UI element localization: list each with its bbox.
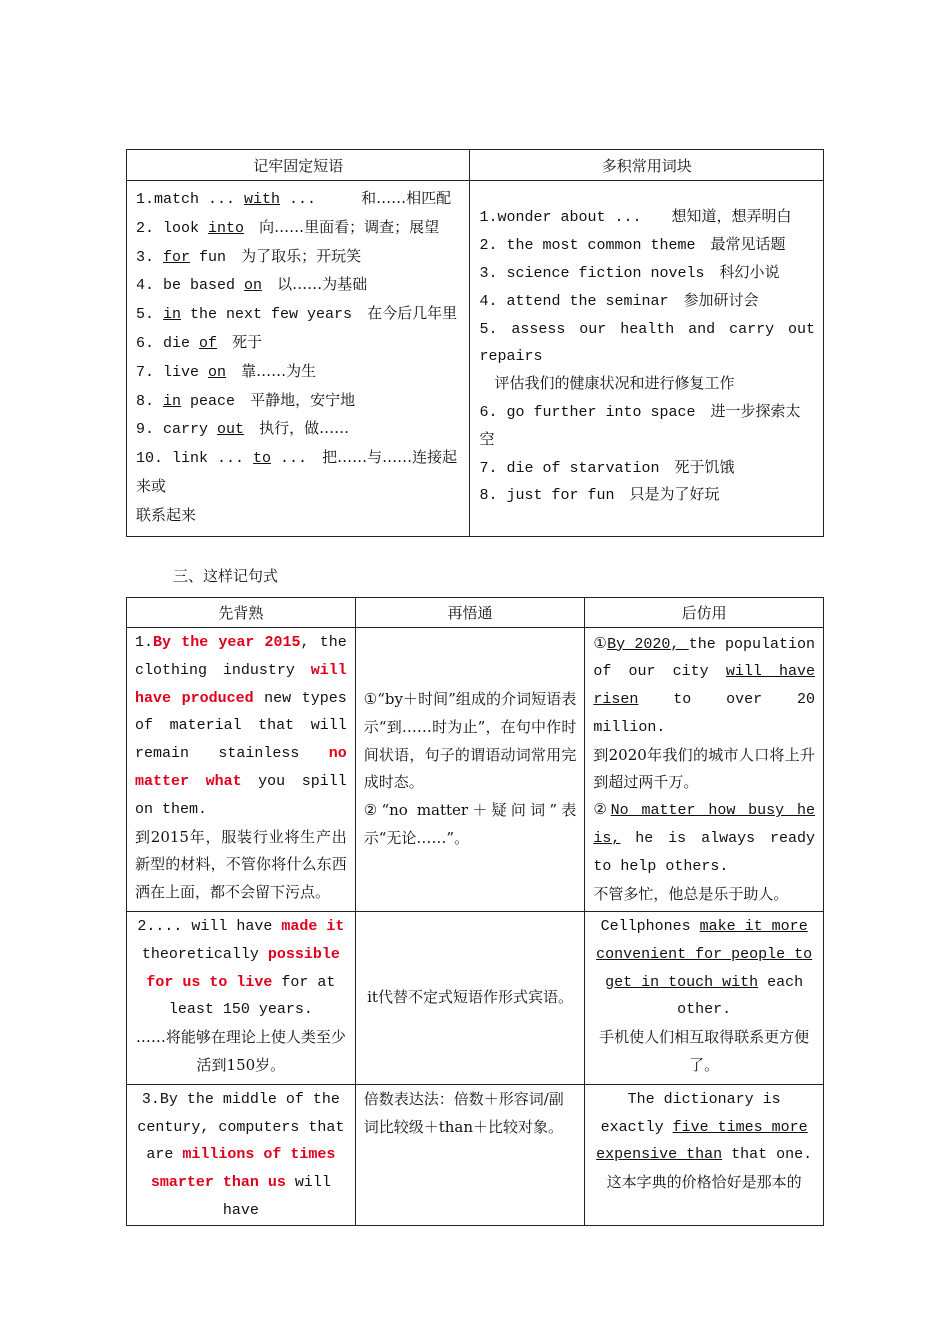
- text: for at least 150 years.: [168, 973, 336, 1019]
- phrase-meaning: 把……与……连接起来或: [136, 448, 458, 495]
- phrase-meaning: 为了取乐；开玩笑: [241, 246, 362, 265]
- answer-blank: with: [244, 191, 281, 208]
- translation: 手机使人们相互取得联系更方便了。: [599, 1028, 810, 1074]
- key-phrase: made it: [281, 917, 345, 935]
- translation: 到2015年，服装行业将生产出新型的材料，不管你将什么东西洒在上面，都不会留下污点。: [135, 827, 347, 902]
- text: you spill on them.: [135, 772, 347, 818]
- phrase-text: link ...: [172, 450, 254, 468]
- example-sentence-3: [127, 1084, 356, 1225]
- text: Cellphones: [600, 917, 700, 935]
- fixed-phrase-tail: 联系起来: [136, 505, 197, 524]
- answer-blank: out: [217, 421, 245, 439]
- phrase-text: peace: [181, 392, 236, 410]
- phrase-text: 8.: [136, 392, 164, 410]
- text: 2.... will have: [137, 917, 282, 935]
- explanation-1: [355, 628, 585, 912]
- underlined-phrase: will have risen: [593, 663, 815, 709]
- text: The dictionary is exactly: [600, 1090, 781, 1136]
- sentence-patterns-table: [126, 597, 824, 1226]
- phrase-text: ...: [271, 450, 308, 468]
- underlined-phrase: make it more convenient for people to get in touch with: [596, 917, 813, 991]
- phrase-text: be based: [163, 277, 245, 295]
- phrase-meaning: 靠……为生: [241, 361, 317, 380]
- answer-blank: into: [208, 219, 245, 237]
- phrase-text: 4.: [136, 277, 164, 295]
- fixed-phrase-item: [136, 243, 461, 272]
- text: each other.: [677, 973, 804, 1019]
- fixed-phrases-table: [126, 149, 824, 537]
- word-chunk-item: 8. just for fun 只是为了好玩: [479, 487, 720, 505]
- translation: ……将能够在理论上使人类至少活到150岁。: [135, 1028, 346, 1074]
- phrase-text: [226, 364, 241, 381]
- answer-blank: in: [163, 392, 182, 410]
- phrase-text: 7.: [136, 363, 164, 381]
- phrase-meaning: 在今后几年里: [367, 304, 458, 323]
- key-phrase: will have produced: [135, 661, 347, 707]
- fixed-phrase-item: [136, 300, 461, 329]
- phrase-text: [235, 393, 250, 410]
- phrase-text: 6.: [136, 334, 164, 352]
- circle-number: ①: [593, 635, 608, 653]
- answer-blank: on: [244, 277, 263, 295]
- chunks-cell: [470, 181, 824, 537]
- phrase-text: [226, 249, 241, 266]
- phrase-text: [316, 191, 361, 208]
- phrase-meaning: 以……为基础: [277, 275, 368, 294]
- phrase-text: 2.: [136, 219, 164, 237]
- answer-blank: in: [163, 306, 182, 324]
- word-chunk-item: 4. attend the seminar 参加研讨会: [479, 292, 759, 310]
- key-phrase: millions of times smarter than us: [150, 1146, 336, 1192]
- text: 1.: [135, 634, 154, 651]
- table-row: [127, 628, 824, 912]
- fixed-phrase-item: [136, 271, 461, 300]
- word-chunk-item: 1.wonder about ... 想知道，想弄明白: [479, 209, 792, 227]
- answer-blank: for: [163, 248, 191, 266]
- phrase-header-right: 多积常用词块: [470, 150, 824, 181]
- underlined-phrase: No matter how busy he is: [593, 802, 816, 848]
- translation: 这本字典的价格恰好是那本的: [606, 1173, 802, 1192]
- phrase-header-left: 记牢固定短语: [127, 150, 470, 181]
- phrase-text: [307, 450, 322, 467]
- phrase-text: 1.: [136, 191, 155, 208]
- section-heading: 三、这样记句式: [173, 567, 279, 585]
- imitation-1: [585, 628, 824, 912]
- phrase-meaning: 死于: [232, 332, 263, 351]
- phrase-meaning: 平静地，安宁地: [250, 390, 356, 409]
- phrase-text: look: [163, 219, 209, 237]
- text: to over 20 million.: [593, 691, 815, 736]
- phrase-text: 3.: [136, 248, 164, 266]
- answer-blank: of: [199, 334, 218, 352]
- phrase-meaning: 向……里面看；调查；展望: [259, 217, 440, 236]
- word-chunk-item: 评估我们的健康状况和进行修复工作: [479, 376, 735, 394]
- explanation-3: 倍数表达法：倍数＋形容词/副词比较级＋than＋比较对象。: [355, 1084, 585, 1225]
- phrase-text: [352, 306, 367, 323]
- fixed-phrase-item: [136, 358, 461, 387]
- example-sentence-1: [127, 628, 356, 912]
- header-imitate: 后仿用: [585, 598, 824, 628]
- table-row: [127, 1084, 824, 1225]
- phrase-text: 9.: [136, 421, 164, 439]
- translation: 到2020年我们的城市人口将上升到超过两千万。: [593, 745, 815, 792]
- header-understand: 再悟通: [355, 598, 585, 628]
- word-chunk-item: 7. die of starvation 死于饥饿: [479, 459, 735, 477]
- answer-blank: to: [253, 450, 272, 468]
- imitation-2: [585, 911, 824, 1084]
- chunk-list: [479, 204, 815, 510]
- text: he is always ready to help others.: [593, 830, 815, 875]
- phrase-text: the next few years: [181, 306, 353, 324]
- phrase-text: die: [163, 334, 200, 352]
- phrase-text: fun: [190, 248, 227, 266]
- phrase-text: live: [163, 363, 209, 381]
- phrase-text: [244, 421, 259, 438]
- key-phrase: possible for us to live: [146, 945, 340, 991]
- text: that one.: [722, 1146, 813, 1164]
- header-memorize: 先背熟: [127, 598, 356, 628]
- phrase-text: carry: [163, 421, 218, 439]
- phrase-meaning: 和……相匹配: [361, 189, 452, 207]
- fixed-phrase-item: [136, 387, 461, 416]
- word-chunk-item: 5. assess our health and carry out repairs: [479, 320, 815, 366]
- phrase-meaning: 执行，做……: [259, 419, 350, 438]
- word-chunk-item: 3. science fiction novels 科幻小说: [479, 264, 780, 282]
- text: new types of material that will remain stainless: [135, 689, 347, 763]
- word-chunk-item: 6. go further into space 进一步探索太空: [479, 403, 801, 449]
- fixed-phrase-list: [136, 185, 461, 502]
- phrase-text: 5.: [136, 306, 164, 324]
- text: 3.By the middle of the century, computers that are: [137, 1090, 345, 1164]
- text: theoretically: [141, 945, 268, 963]
- fixed-phrase-item: [136, 329, 461, 358]
- translation: 不管多忙，他总是乐于助人。: [593, 884, 789, 903]
- key-phrase: no matter what: [135, 745, 347, 790]
- explanation-point: ①“by＋时间”组成的介词短语表示“到……时为止”，在句中作时间状语，句子的谓语动词常用完成时态。: [363, 690, 577, 792]
- text: the population of our city: [593, 635, 815, 681]
- text: will have: [222, 1174, 331, 1219]
- text: , the clothing industry: [135, 634, 347, 679]
- word-chunk-item: 2. the most common theme 最常见话题: [479, 237, 786, 255]
- phrase-text: [262, 277, 277, 294]
- underlined-phrase: five times more expensive than: [596, 1118, 808, 1164]
- underlined-phrase: ,: [611, 830, 621, 848]
- fixed-phrase-item: [136, 185, 461, 214]
- explanation-point: ②“no matter＋疑问词”表示“无论……”。: [363, 801, 577, 848]
- explanation-2: it代替不定式短语作形式宾语。: [355, 911, 585, 1084]
- imitation-3: [585, 1084, 824, 1225]
- example-sentence-2: [127, 911, 356, 1084]
- phrase-text: [217, 335, 232, 352]
- underlined-phrase: By 2020,: [607, 635, 689, 653]
- circle-number: ②: [593, 802, 611, 820]
- phrase-text: match ...: [154, 191, 245, 208]
- fixed-phrase-item: [136, 214, 461, 243]
- phrase-text: ...: [280, 191, 317, 208]
- fixed-phrases-cell: [127, 181, 470, 537]
- phrase-text: 10.: [136, 450, 173, 468]
- fixed-phrase-item: [136, 444, 461, 502]
- answer-blank: on: [208, 363, 227, 381]
- table-row: [127, 911, 824, 1084]
- key-phrase: By the year 2015: [153, 634, 301, 651]
- fixed-phrase-item: [136, 415, 461, 444]
- phrase-text: [244, 220, 259, 237]
